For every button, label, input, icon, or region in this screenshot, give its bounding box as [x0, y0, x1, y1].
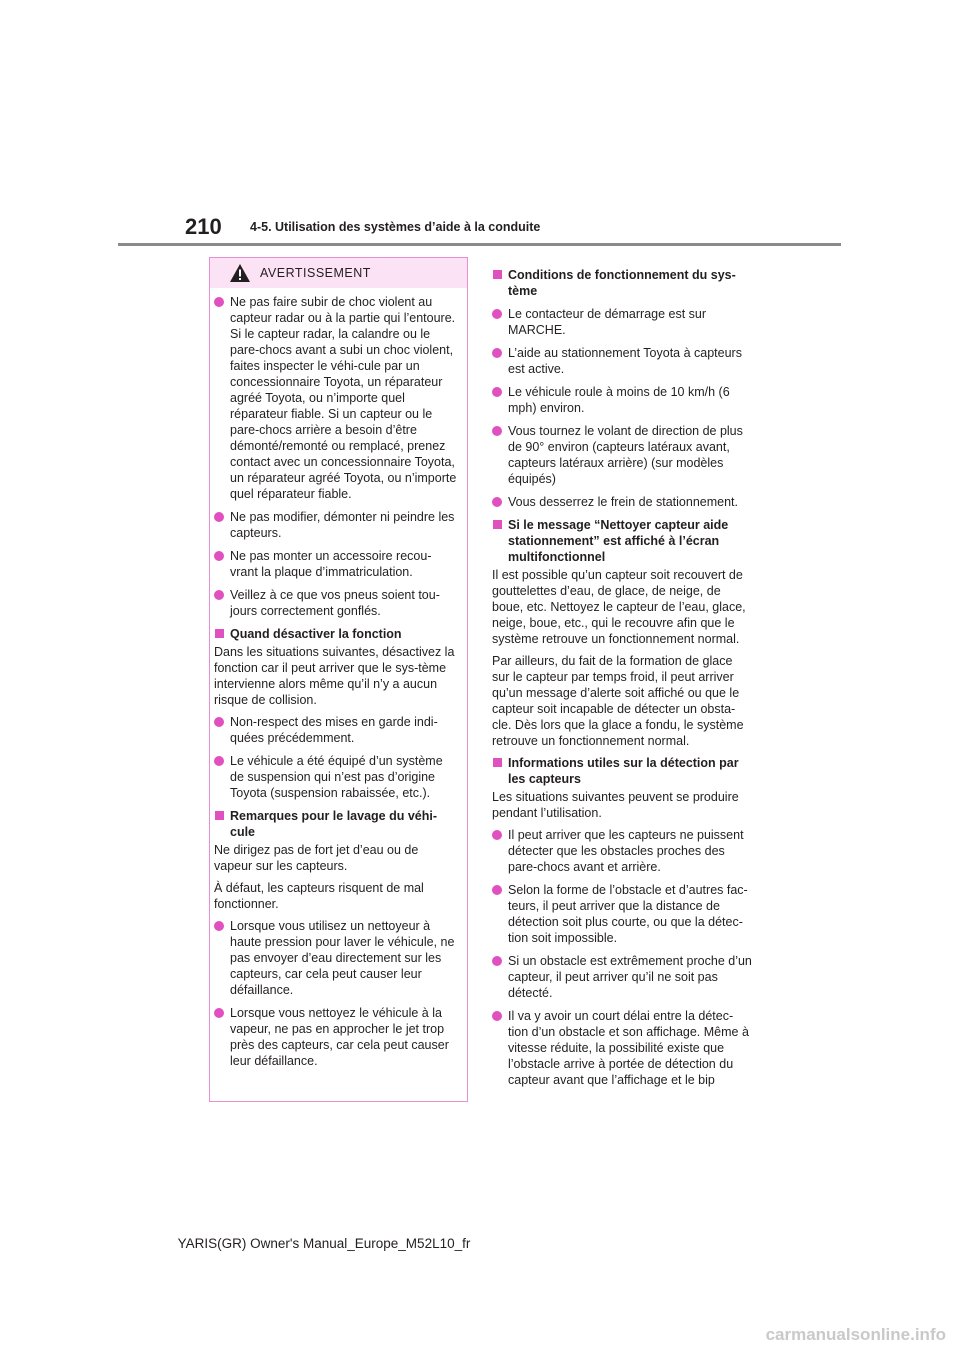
list-item-text: Selon la forme de l’obstacle et d’autres fac-teurs, il peut arriver que la distance de détection soit plus courte, ou que la détec-tion soit impossible. — [508, 883, 748, 945]
list-item — [214, 714, 459, 746]
square-bullet-icon — [215, 811, 224, 820]
subsection-heading-text: Conditions de fonctionnement du sys-tème — [508, 268, 736, 298]
list-item-text: Vous tournez le volant de direction de plus de 90° environ (capteurs latéraux avant, capteurs latéraux arrière) (sur modèles équipés) — [508, 424, 743, 486]
list-item — [492, 306, 752, 338]
bullet-icon — [492, 1011, 502, 1021]
subsection-heading — [214, 808, 459, 840]
list-item — [214, 918, 459, 998]
bullet-icon — [492, 830, 502, 840]
list-item-text: Ne pas faire subir de choc violent au capteur radar ou à la partie qui l’entoure. Si le capteur radar, la calandre ou le pare-chocs avant a subi un choc violent, faites inspecter le véhi-cule par un concessionnaire Toyota, un réparateur agréé Toyota, ou n’importe quel réparateur fiable. Si un capteur ou le pare-chocs arrière a besoin d’être démonté/remonté ou remplacé, prenez contact avec un concessionnaire Toyota, un réparateur agréé Toyota, ou n’importe quel réparateur fiable. — [230, 295, 457, 501]
bullet-icon — [492, 885, 502, 895]
bullet-icon — [492, 348, 502, 358]
bullet-icon — [214, 1008, 224, 1018]
bullet-icon — [214, 551, 224, 561]
paragraph: Dans les situations suivantes, désactivez la fonction car il peut arriver que le sys-tème intervienne alors même qu’il n’y a aucun risque de collision. — [214, 645, 455, 707]
warning-box — [209, 257, 468, 1102]
subsection-heading — [214, 626, 459, 642]
header-divider — [118, 243, 841, 246]
bullet-icon — [214, 756, 224, 766]
square-bullet-icon — [215, 629, 224, 638]
list-item — [492, 384, 752, 416]
list-item-text: Vous desserrez le frein de stationnement. — [508, 495, 738, 509]
list-item-text: Il va y avoir un court délai entre la détec-tion d’un obstacle et son affichage. Même à vitesse réduite, la possibilité existe que l’obstacle arrive à portée de détection du capteur avant que l’affichage et le bip — [508, 1009, 749, 1087]
list-item — [492, 882, 752, 946]
subsection-heading — [492, 755, 752, 787]
bullet-icon — [214, 590, 224, 600]
list-item — [214, 548, 459, 580]
list-item — [214, 587, 459, 619]
watermark-link[interactable]: carmanualsonline.info — [765, 1325, 946, 1344]
warning-header — [210, 258, 467, 288]
paragraph: Il est possible qu’un capteur soit recouvert de gouttelettes d’eau, de glace, de neige, de boue, etc. Nettoyez le capteur de l’eau, glace, neige, boue, etc., qui le recouvre afin que le système retrouve un fonctionnement normal. — [492, 568, 746, 646]
list-item — [492, 1008, 752, 1088]
paragraph: Par ailleurs, du fait de la formation de glace sur le capteur par temps froid, il peut arriver qu’un message d’alerte soit affiché ou que le capteur soit incapable de détecter un obsta-cle. Dès lors que la glace a fondu, le système retrouve un fonctionnement normal. — [492, 654, 744, 748]
bullet-icon — [214, 921, 224, 931]
list-item-text: Lorsque vous nettoyez le véhicule à la vapeur, ne pas en approcher le jet trop près des capteurs, car cela peut causer leur défaillance. — [230, 1006, 449, 1068]
warning-title: AVERTISSEMENT — [260, 266, 371, 280]
paragraph: Les situations suivantes peuvent se produire pendant l’utilisation. — [492, 790, 739, 820]
list-item-text: Le véhicule roule à moins de 10 km/h (6 mph) environ. — [508, 385, 730, 415]
list-item — [492, 827, 752, 875]
bullet-icon — [492, 387, 502, 397]
section-title: 4-5. Utilisation des systèmes d’aide à la conduite — [250, 220, 541, 234]
list-item — [214, 753, 459, 801]
list-item-text: Non-respect des mises en garde indi-quées précédemment. — [230, 715, 438, 745]
list-item — [492, 345, 752, 377]
bullet-icon — [492, 309, 502, 319]
square-bullet-icon — [493, 520, 502, 529]
bullet-icon — [214, 717, 224, 727]
list-item — [492, 494, 752, 510]
bullet-icon — [492, 956, 502, 966]
list-item-text: Lorsque vous utilisez un nettoyeur à haute pression pour laver le véhicule, ne pas envoyer d’eau directement sur les capteurs, car cela peut causer leur défaillance. — [230, 919, 455, 997]
bullet-icon — [214, 297, 224, 307]
list-item-text: Le véhicule a été équipé d’un système de suspension qui n’est pas d’origine Toyota (suspension rabaissée, etc.). — [230, 754, 443, 800]
bullet-icon — [214, 512, 224, 522]
list-item-text: Ne pas modifier, démonter ni peindre les capteurs. — [230, 510, 455, 540]
subsection-heading-text: Quand désactiver la fonction — [230, 627, 402, 641]
list-item — [492, 423, 752, 487]
right-column — [492, 267, 752, 1095]
paragraph: À défaut, les capteurs risquent de mal fonctionner. — [214, 881, 424, 911]
page-number: 210 — [185, 214, 222, 239]
list-item — [214, 294, 459, 502]
square-bullet-icon — [493, 270, 502, 279]
list-item-text: Il peut arriver que les capteurs ne puissent détecter que les obstacles proches des pare-chocs avant et arrière. — [508, 828, 744, 874]
bullet-icon — [492, 426, 502, 436]
list-item-text: L’aide au stationnement Toyota à capteurs est active. — [508, 346, 742, 376]
warning-icon — [229, 263, 251, 283]
list-item-text: Veillez à ce que vos pneus soient tou-jours correctement gonflés. — [230, 588, 440, 618]
subsection-heading-text: Informations utiles sur la détection par les capteurs — [508, 756, 739, 786]
square-bullet-icon — [493, 758, 502, 767]
subsection-heading-text: Remarques pour le lavage du véhi-cule — [230, 809, 438, 839]
list-item-text: Si un obstacle est extrêmement proche d’un capteur, il peut arriver qu’il ne soit pas détecté. — [508, 954, 752, 1000]
list-item — [214, 1005, 459, 1069]
bullet-icon — [492, 497, 502, 507]
list-item — [214, 509, 459, 541]
subsection-heading-text: Si le message “Nettoyer capteur aide stationnement” est affiché à l’écran multifonctionnel — [508, 518, 729, 564]
paragraph: Ne dirigez pas de fort jet d’eau ou de vapeur sur les capteurs. — [214, 843, 419, 873]
list-item-text: Ne pas monter un accessoire recou-vrant la plaque d’immatriculation. — [230, 549, 432, 579]
page-footer: YARIS(GR) Owner's Manual_Europe_M52L10_fr — [177, 1236, 471, 1251]
subsection-heading — [492, 517, 752, 565]
list-item — [492, 953, 752, 1001]
list-item-text: Le contacteur de démarrage est sur MARCHE. — [508, 307, 707, 337]
subsection-heading — [492, 267, 752, 299]
warning-body — [210, 288, 467, 1069]
